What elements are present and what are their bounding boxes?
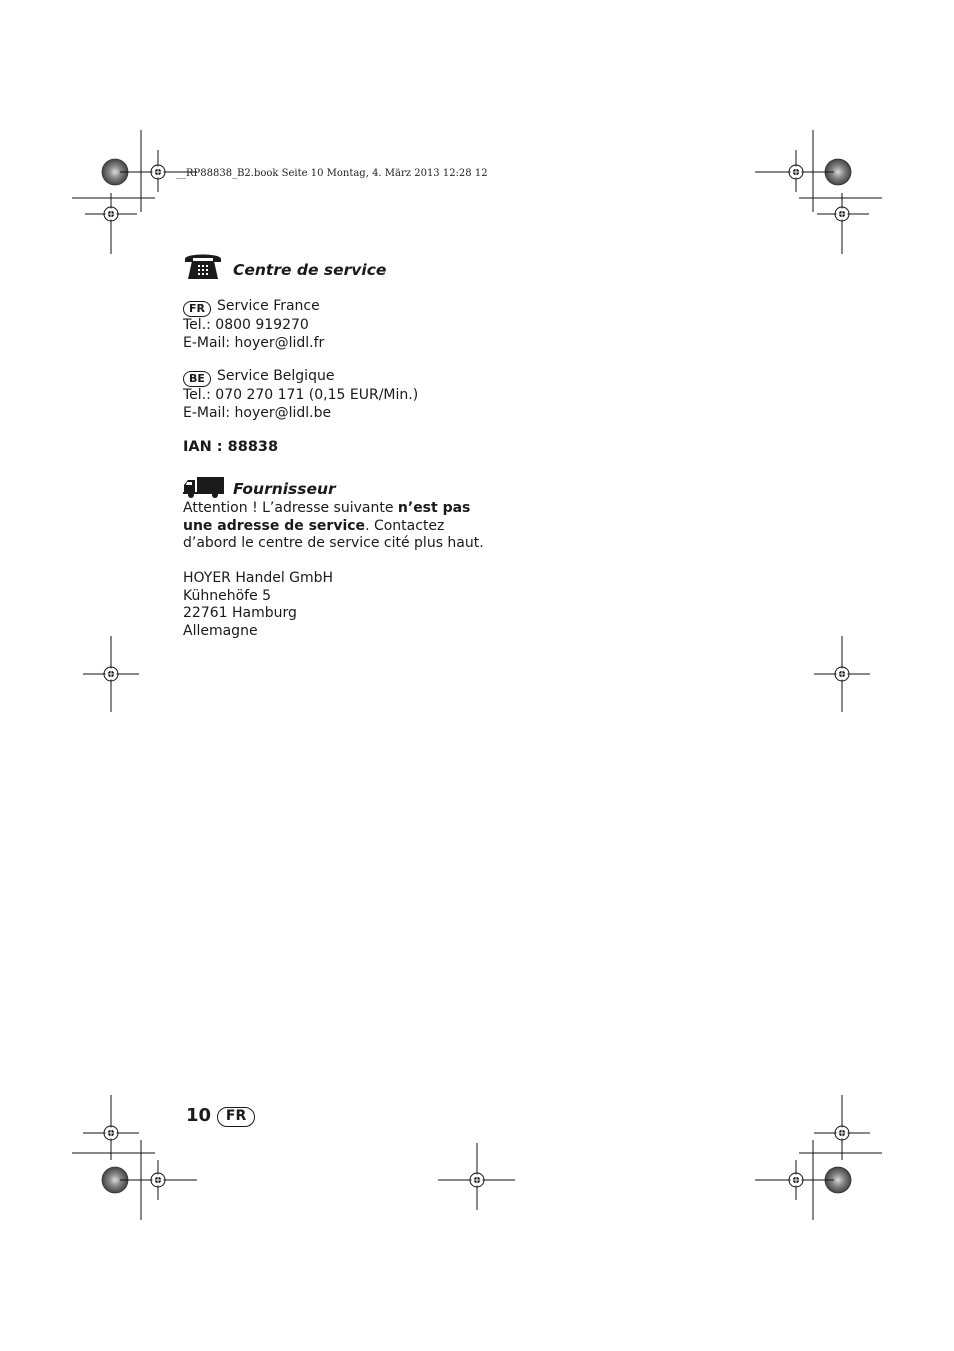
- notice-bold-text: n’est pas: [397, 500, 471, 516]
- telephone-icon: [183, 250, 223, 281]
- service-belgium-email: E-Mail: hoyer@lidl.be: [183, 404, 332, 421]
- supplier-section-title: Fournisseur: [233, 480, 336, 498]
- service-france-block: [183, 298, 324, 352]
- country-badge-be: BE: [183, 371, 211, 387]
- notice-text-3: d’abord le centre de service cité plus haut.: [183, 535, 484, 552]
- service-section-title: Centre de service: [233, 261, 387, 279]
- notice-text-2: . Contactez: [365, 517, 445, 534]
- print-header-info: __RP88838_B2.book Seite 10 Montag, 4. März 2013 12:28 12: [176, 168, 488, 179]
- address-city: 22761 Hamburg: [183, 605, 297, 622]
- supplier-notice: [183, 500, 484, 553]
- truck-icon: [183, 477, 225, 499]
- address-street: Kühnehöfe 5: [183, 587, 272, 604]
- supplier-address: [183, 570, 333, 640]
- page-number: 10: [186, 1105, 212, 1126]
- page-footer: [186, 1105, 255, 1127]
- notice-bold-text-2: une adresse de service: [183, 517, 366, 534]
- service-belgium-tel: Tel.: 070 270 171 (0,15 EUR/Min.): [183, 387, 419, 403]
- service-belgium-label: Service Belgique: [217, 368, 335, 384]
- service-france-label: Service France: [217, 298, 320, 314]
- language-badge: FR: [217, 1107, 255, 1127]
- address-country: Allemagne: [183, 622, 258, 639]
- service-france-email: E-Mail: hoyer@lidl.fr: [183, 334, 325, 351]
- country-badge-fr: FR: [183, 301, 211, 317]
- address-company: HOYER Handel GmbH: [183, 570, 334, 586]
- service-france-tel: Tel.: 0800 919270: [183, 317, 309, 333]
- notice-text: Attention ! L’adresse suivante: [183, 500, 398, 516]
- registration-mark: [151, 165, 165, 179]
- ian-number: IAN : 88838: [183, 439, 279, 455]
- service-belgium-block: [183, 368, 418, 422]
